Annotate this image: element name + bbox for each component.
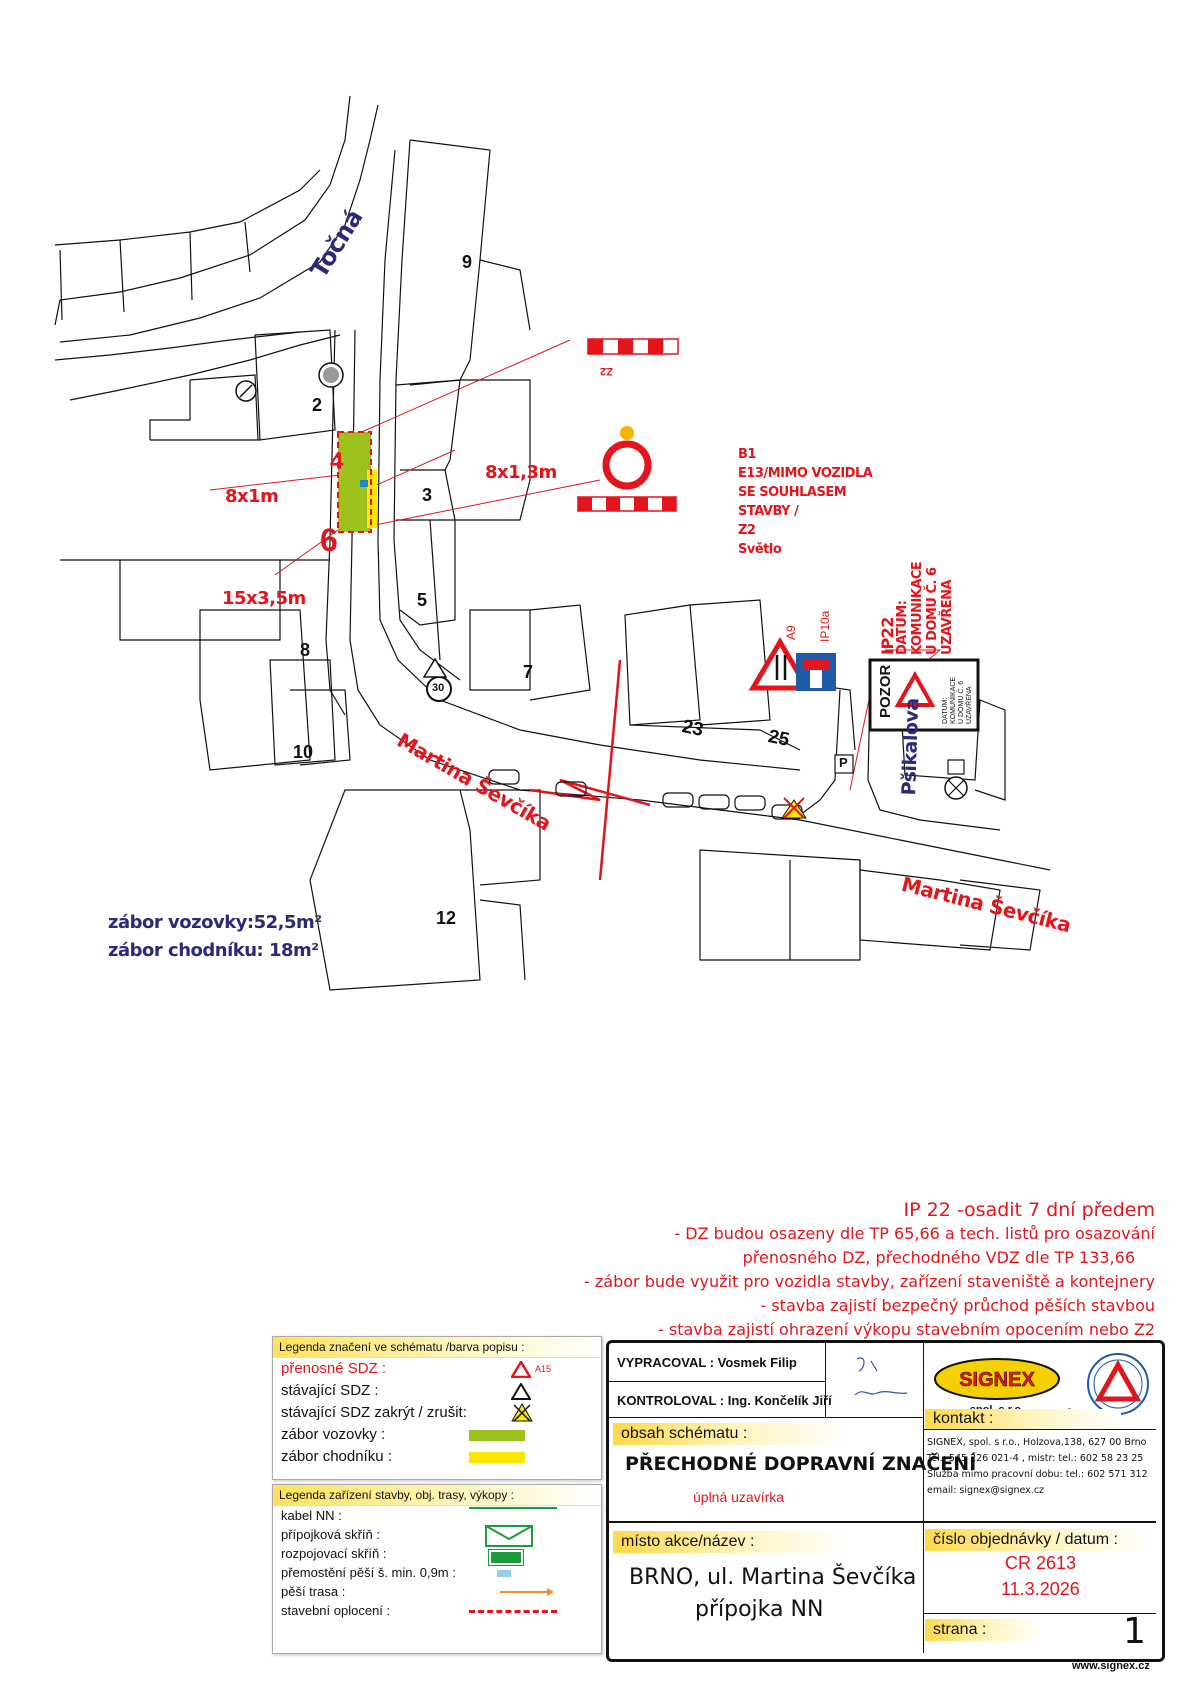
street-label-tocna: Točná (305, 204, 369, 283)
legend-cover-label: stávající SDZ zakrýt / zrušit: (281, 1404, 467, 1421)
house-number-12: 12 (436, 908, 457, 928)
kontakt-header: kontakt : (925, 1409, 1121, 1429)
notes-block (584, 1198, 1155, 1342)
red-number-6: 6 (320, 522, 338, 558)
house-number-2: 2 (312, 395, 323, 415)
order-number: CR 2613 (1005, 1553, 1077, 1573)
notes-title: IP 22 -osadit 7 dní předem (903, 1199, 1155, 1221)
ip10a-sign-icon (796, 653, 836, 691)
ip22-label-line: UZAVŘENA (940, 579, 955, 655)
z2-label: Z2 (600, 365, 613, 377)
sign-block-line: E13/MIMO VOZIDLA (738, 466, 873, 481)
tb-divider (923, 1429, 1156, 1430)
house-number-8: 8 (300, 640, 311, 660)
legend-row-walk (273, 1446, 601, 1468)
notes-line: - DZ budou osazeny dle TP 65,66 a tech. listů pro osazování (674, 1224, 1155, 1243)
a15-icon (511, 1361, 531, 1378)
sign-block-line: Světlo (738, 542, 782, 557)
legend-row-road (273, 1424, 601, 1446)
kontakt-line: email: signex@signex.cz (927, 1485, 1045, 1496)
area-road-text: zábor vozovky:52,5m² (108, 912, 322, 933)
certification-badge-icon (1085, 1351, 1151, 1417)
cislo-header: číslo objednávky / datum : (925, 1529, 1151, 1551)
legend-row-portable (273, 1358, 601, 1380)
fence-swatch (469, 1610, 557, 1613)
signature (847, 1349, 917, 1413)
legend-fence-label: stavební oplocení : (281, 1603, 391, 1618)
pozor-small-line: KOMUNIKACE (950, 676, 957, 724)
dim-15x35: 15x3,5m (222, 588, 306, 609)
misto-header: místo akce/název : (613, 1531, 849, 1553)
area-walk-text: zábor chodníku: 18m² (108, 940, 319, 961)
road-swatch (469, 1430, 525, 1441)
misto-line-1: BRNO, ul. Martina Ševčíka (629, 1565, 917, 1590)
sign-block-line: B1 (738, 447, 756, 462)
notes-line: - stavba zajistí ohrazení výkopu stavebním opocením nebo Z2 (658, 1320, 1155, 1339)
legend-existing-label: stávající SDZ : (281, 1382, 379, 1399)
ip22-label-line: IP22 (878, 617, 897, 655)
obsah-header: obsah schématu : (613, 1423, 849, 1445)
legend-row-cable (273, 1506, 601, 1525)
notes-line: - zábor bude využit pro vozidla stavby, zařízení staveniště a kontejnery (584, 1272, 1155, 1291)
legend-box-label: přípojková skříň : (281, 1527, 380, 1542)
tb-divider (923, 1613, 1156, 1614)
red-number-4: 4 (330, 448, 344, 475)
legend-portable-label: přenosné SDZ : (281, 1360, 387, 1377)
house-number-7: 7 (523, 662, 534, 682)
ip10a-label: IP10a (818, 610, 832, 642)
kontakt-line: SIGNEX, spol. s r.o., Holzova,138, 627 00 Brno (927, 1437, 1147, 1448)
legend-row-fence (273, 1601, 601, 1620)
break-line-2 (600, 660, 620, 880)
house-number-23: 23 (680, 716, 706, 741)
speed-30-text: 30 (432, 682, 445, 694)
legend-walkpath-label: pěší trasa : (281, 1584, 346, 1599)
notes-line: přenosného DZ, přechodného VDZ dle TP 133,66 (742, 1248, 1135, 1267)
pozor-small-line: UZAVŘENA (966, 686, 973, 724)
dim-8x13: 8x1,3m (485, 462, 557, 483)
ip22-label-line: KOMUNIKACE (910, 561, 925, 655)
cable-swatch (469, 1507, 557, 1509)
house-number-25: 25 (766, 726, 792, 751)
order-date: 11.3.2026 (1001, 1579, 1080, 1599)
legend-row-bridge (273, 1563, 601, 1582)
pozor-text: POZOR (877, 664, 894, 718)
pozor-small-text (942, 677, 974, 724)
legend-signs (272, 1336, 602, 1480)
signex-logo-text: SIGNEX (959, 1369, 1035, 1391)
sign-block-line: STAVBY / (738, 504, 799, 519)
ip22-label-block (880, 562, 955, 655)
break-line (530, 780, 650, 805)
legend-row-switch (273, 1544, 601, 1563)
legend-cable-label: kabel NN : (281, 1508, 342, 1523)
legend-bridge-label: přemostění pěší š. min. 0,9m : (281, 1565, 456, 1580)
ip22-label-line: U DOMU Č. 6 (925, 567, 940, 655)
page-number: 1 (1123, 1611, 1146, 1652)
walk-path-arrow-icon (499, 1587, 555, 1597)
vypracoval: VYPRACOVAL : Vosmek Filip (617, 1355, 797, 1370)
parking-text: P (839, 755, 848, 770)
legend-walk-label: zábor chodníku : (281, 1448, 392, 1465)
obsah-sub: úplná uzavírka (693, 1489, 785, 1505)
tb-divider (609, 1381, 825, 1382)
notes-line: - stavba zajistí bezpečný průchod pěších stavbou (760, 1296, 1155, 1315)
parcel-lines (55, 96, 1050, 990)
legend-row-existing (273, 1380, 601, 1402)
sign-block-line: SE SOUHLASEM (738, 485, 847, 500)
kontroloval: KONTROLOVAL : Ing. Končelík Jiří (617, 1393, 832, 1408)
legend-construction-header: Legenda zařízení stavby, obj. trasy, výkopy : (273, 1485, 601, 1506)
tb-divider (923, 1343, 924, 1653)
house-number-10: 10 (293, 742, 314, 762)
house-number-9: 9 (462, 252, 473, 272)
existing-sign-icon (511, 1383, 531, 1400)
street-label-sevcika-2: Martina Ševčíka (899, 872, 1074, 938)
connection-box-icon (360, 480, 368, 487)
footer-url: www.signex.cz (1072, 1660, 1150, 1672)
dim-8x1: 8x1m (225, 486, 279, 507)
misto-line-2: přípojka NN (695, 1597, 824, 1622)
a15-label: A15 (535, 1364, 552, 1374)
legend-signs-header: Legenda značení ve schématu /barva popisu : (273, 1337, 601, 1358)
a9-label: A9 (784, 625, 798, 640)
tb-divider (609, 1521, 1156, 1523)
kontakt-line: Služba mimo pracovní dobu: tel.: 602 571 312 (927, 1469, 1148, 1480)
tb-divider (609, 1417, 923, 1418)
pozor-small-line: DATUM: (942, 697, 949, 724)
house-number-5: 5 (417, 590, 428, 610)
cover-sign-icon (511, 1403, 533, 1423)
bridge-swatch (497, 1570, 511, 1577)
sign-block-line: Z2 (738, 523, 756, 538)
kontakt-lines (927, 1435, 1148, 1499)
title-block (606, 1340, 1165, 1662)
kontakt-line: Tel.: 545 226 021-4 , mistr: tel.: 602 58 23 25 (927, 1453, 1144, 1464)
street-label-sevcika-1: Martina Ševčíka (393, 728, 556, 836)
walk-swatch (469, 1452, 525, 1463)
street-label-psikalova: Pšikalova (898, 697, 924, 796)
house-number-3: 3 (422, 485, 433, 505)
b1-sign-icon (578, 426, 676, 511)
legend-road-label: zábor vozovky : (281, 1426, 386, 1443)
sign-block-text (738, 445, 872, 559)
z2-barrier-top (588, 339, 678, 354)
legend-construction (272, 1484, 602, 1654)
legend-switch-label: rozpojovací skříň : (281, 1546, 387, 1561)
strana-header: strana : (925, 1619, 1041, 1641)
existing-signs (236, 363, 967, 818)
pozor-small-line: U DOMU Č. 6 (958, 680, 965, 724)
legend-row-walkpath (273, 1582, 601, 1601)
legend-row-cover (273, 1402, 601, 1424)
ip22-label-line: DATUM: (895, 600, 910, 655)
obsah-main: PŘECHODNÉ DOPRAVNÍ ZNAČENÍ (625, 1453, 977, 1475)
legend-row-box (273, 1525, 601, 1544)
